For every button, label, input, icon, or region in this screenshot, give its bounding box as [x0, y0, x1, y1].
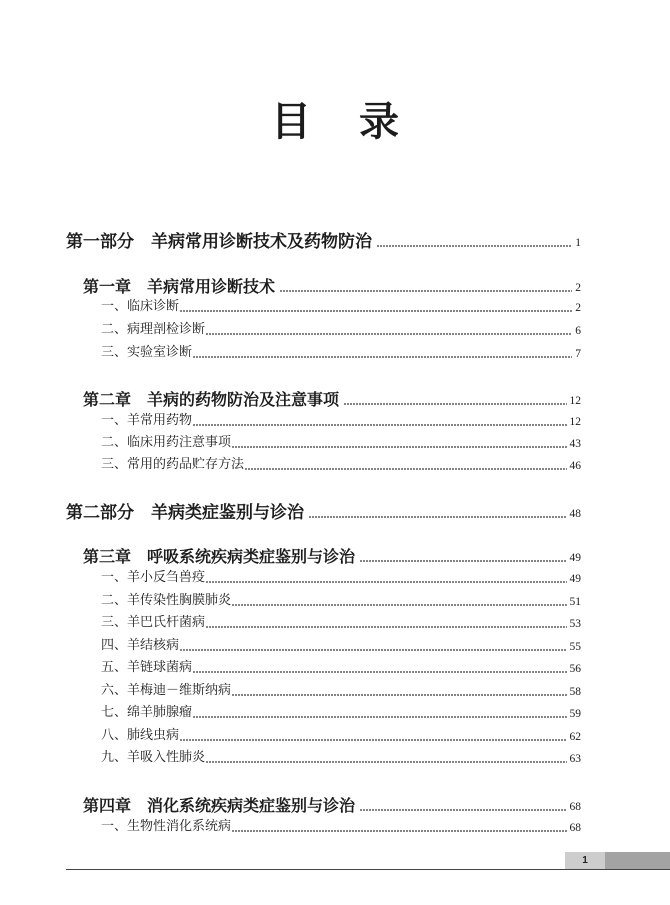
- toc-page-number: 6: [575, 325, 581, 337]
- toc-entry-label: 二、病理剖检诊断: [101, 322, 206, 337]
- dot-leader: [206, 333, 572, 335]
- toc-section-entry: [101, 320, 581, 340]
- toc-entry-label: 一、羊小反刍兽疫: [101, 570, 206, 585]
- toc-section-entry: [101, 681, 581, 701]
- toc-page-number: 55: [569, 641, 581, 653]
- dot-leader: [206, 581, 566, 583]
- toc-page-number: 49: [569, 552, 581, 564]
- page-title: 目 录: [271, 98, 399, 145]
- toc-page-number: 2: [575, 282, 581, 294]
- dot-leader: [245, 468, 566, 470]
- toc-entry-label: 第二部分 羊病类症鉴别与诊治: [66, 503, 304, 523]
- toc-chapter-entry: [83, 390, 581, 410]
- toc-section-entry: [101, 343, 581, 363]
- toc-section-entry: [101, 817, 581, 837]
- toc-page-number: 43: [569, 438, 581, 450]
- dot-leader: [344, 403, 566, 405]
- toc-entry-label: 五、羊链球菌病: [101, 660, 193, 675]
- toc-page-number: 68: [569, 822, 581, 834]
- footer-bar: [605, 852, 670, 869]
- toc-part-entry: [66, 232, 581, 252]
- toc-page-number: 53: [569, 618, 581, 630]
- toc-chapter-entry: [83, 547, 581, 567]
- dot-leader: [180, 310, 572, 312]
- toc-chapter-entry: [83, 277, 581, 297]
- dot-leader: [180, 739, 566, 741]
- dot-leader: [232, 830, 566, 832]
- toc-entry-label: 九、羊吸入性肺炎: [101, 750, 206, 765]
- toc-section-entry: [101, 613, 581, 633]
- toc-entry-label: 七、绵羊肺腺瘤: [101, 705, 193, 720]
- dot-leader: [180, 649, 566, 651]
- dot-leader: [309, 516, 567, 518]
- toc-section-entry: [101, 411, 581, 431]
- toc-entry-label: 第一部分 羊病常用诊断技术及药物防治: [66, 232, 372, 252]
- toc-entry-label: 一、羊常用药物: [101, 413, 193, 428]
- toc-page-number: 56: [569, 663, 581, 675]
- toc-entry-label: 三、实验室诊断: [101, 345, 193, 360]
- toc-page-number: 7: [575, 348, 581, 360]
- footer-page-number: 1: [565, 852, 605, 869]
- toc-part-entry: [66, 503, 581, 523]
- toc-page-number: 12: [569, 416, 581, 428]
- toc-page-number: 46: [569, 460, 581, 472]
- toc-entry-label: 第二章 羊病的药物防治及注意事项: [83, 390, 340, 409]
- toc-page-number: 2: [575, 302, 581, 314]
- toc-page-number: 12: [569, 395, 581, 407]
- toc-section-entry: [101, 726, 581, 746]
- toc-entry-label: 三、羊巴氏杆菌病: [101, 615, 206, 630]
- toc-page-number: 51: [569, 596, 581, 608]
- dot-leader: [193, 671, 566, 673]
- toc-entry-label: 第一章 羊病常用诊断技术: [83, 277, 276, 296]
- toc-section-entry: [101, 568, 581, 588]
- toc-chapter-entry: [83, 796, 581, 816]
- dot-leader: [206, 761, 566, 763]
- toc-entry-label: 二、临床用药注意事项: [101, 435, 232, 450]
- toc-section-entry: [101, 433, 581, 453]
- toc-page-number: 63: [569, 753, 581, 765]
- toc-entry-label: 四、羊结核病: [101, 638, 180, 653]
- toc-page-number: 48: [569, 508, 581, 520]
- toc-page-number: 49: [569, 573, 581, 585]
- toc-entry-label: 二、羊传染性胸膜肺炎: [101, 593, 232, 608]
- dot-leader: [377, 245, 572, 247]
- dot-leader: [232, 446, 566, 448]
- toc-page-number: 1: [575, 237, 581, 249]
- toc-page-number: 59: [569, 708, 581, 720]
- toc-page-number: 68: [569, 801, 581, 813]
- toc-entry-label: 八、肺线虫病: [101, 728, 180, 743]
- footer-rule: [66, 869, 670, 870]
- dot-leader: [206, 626, 566, 628]
- toc-section-entry: [101, 455, 581, 475]
- toc-entry-label: 六、羊梅迪－维斯纳病: [101, 683, 232, 698]
- toc-section-entry: [101, 658, 581, 678]
- dot-leader: [360, 560, 566, 562]
- toc-section-entry: [101, 703, 581, 723]
- toc-page-number: 58: [569, 686, 581, 698]
- toc-entry-label: 一、临床诊断: [101, 299, 180, 314]
- toc-section-entry: [101, 591, 581, 611]
- dot-leader: [232, 604, 566, 606]
- toc-entry-label: 三、常用的药品贮存方法: [101, 457, 245, 472]
- dot-leader: [193, 356, 572, 358]
- dot-leader: [280, 290, 572, 292]
- dot-leader: [232, 694, 566, 696]
- toc-entry-label: 第四章 消化系统疾病类症鉴别与诊治: [83, 796, 356, 815]
- toc-page-number: 62: [569, 731, 581, 743]
- toc-section-entry: [101, 297, 581, 317]
- dot-leader: [360, 809, 566, 811]
- toc-entry-label: 第三章 呼吸系统疾病类症鉴别与诊治: [83, 547, 356, 566]
- toc-section-entry: [101, 636, 581, 656]
- dot-leader: [193, 424, 566, 426]
- dot-leader: [193, 716, 566, 718]
- toc-entry-label: 一、生物性消化系统病: [101, 819, 232, 834]
- toc-section-entry: [101, 748, 581, 768]
